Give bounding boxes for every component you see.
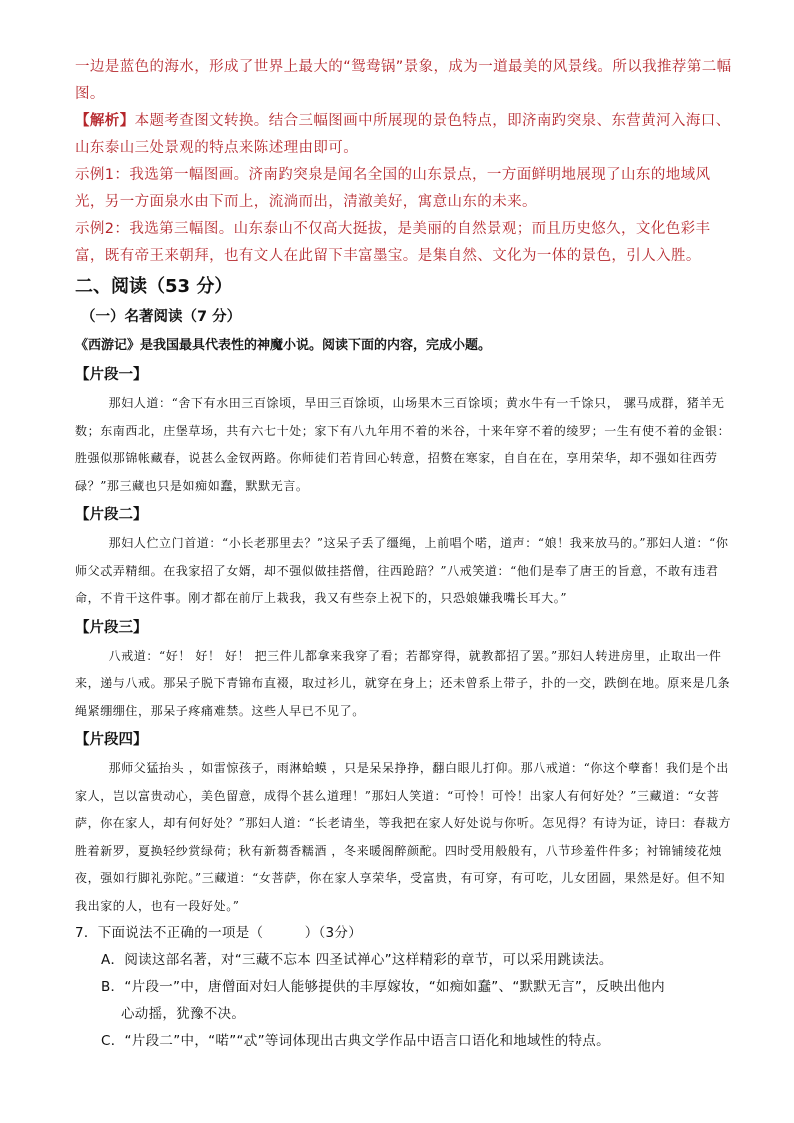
section-title: 二、阅读（53 分） bbox=[75, 276, 233, 297]
fragment-1-label: 【片段一】 bbox=[75, 367, 148, 383]
fragment-4-text: 那师父猛抬头 ，如雷惊孩子，雨淋蛤蟆 ，只是呆呆挣挣，翻白眼儿打仰。那八戒道：“你这个孽畜！我们是个出家人，岂以富贵动心，美色留意，成得个甚么道理！”那妇人笑道：“可怜！可怜！出家人有何好处？”三藏道：“女菩萨，你在家人，却有何好处？”那妇人道：“长老请坐，等我把在家人好处说与你听。怎见得？有诗为证，诗曰：春裁方胜着新罗，夏换轻纱赏绿荷；秋有新蒭香糯酒 ，冬来暖阁醉颜酡。四时受用般般有，八节珍羞件件多；衬锦铺绫花烛夜，强如行脚礼弥陀。”三藏道：“女菩萨，你在家人享荣华，受富贵，有可穿，有可吃，儿女团圆，果然是好。但不知我出家的人，也有一段好处。” bbox=[75, 761, 732, 913]
subsection-title: （一）名著阅读（7 分） bbox=[81, 309, 242, 325]
fragment-2-label: 【片段二】 bbox=[75, 507, 148, 523]
answer-line-1: 一边是蓝色的海水，形成了世界上最大的“鸳鸯锅”景象，成为一道最美的风景线。所以我推荐第二幅图。 bbox=[75, 59, 732, 102]
option-b: B．“片段一”中，唐僧面对妇人能够提供的丰厚嫁妆，“如痴如蠢”、“默默无言”，反映出他内 bbox=[101, 979, 665, 995]
analysis-text: 本题考查图文转换。结合三幅图画中所展现的景色特点，即济南趵突泉、东营黄河入海口、山东泰山三处景观的特点来陈述理由即可。 bbox=[75, 113, 731, 156]
fragment-4-label: 【片段四】 bbox=[75, 732, 148, 748]
fragment-3-label: 【片段三】 bbox=[75, 619, 148, 636]
example-2: 示例2：我选第三幅图。山东泰山不仅高大挺拔，是美丽的自然景观；而且历史悠久，文化色彩丰富，既有帝王来朝拜，也有文人在此留下丰富墨宝。是集自然、文化为一体的景色，引人入胜。 bbox=[75, 221, 711, 264]
question-7-stem: 7．下面说法不正确的一项是（ ）（3分） bbox=[75, 925, 363, 941]
option-a: A．阅读这部名著，对“三藏不忘本 四圣试禅心”这样精彩的章节，可以采用跳读法。 bbox=[101, 952, 613, 968]
option-c: C．“片段二”中，“喏”“忒”等词体现出古典文学作品中语言口语化和地域性的特点。 bbox=[101, 1033, 610, 1049]
analysis-paragraph bbox=[75, 108, 735, 162]
fragment-3-text: 八戒道：“好！ 好！ 好！ 把三件儿都拿来我穿了看；若都穿得，就教都招了罢。”那妇人转进房里，止取出一件来，递与八戒。那呆子脱下青锦布直裰，取过衫儿，就穿在身上；还未曾系上带子，扑的一交，跌倒在地。原来是几条绳紧绷绷住，那呆子疼痛难禁。这些人早已不见了。 bbox=[75, 648, 731, 718]
document-page bbox=[75, 54, 735, 1055]
option-b-continuation: 心动摇，犹豫不决。 bbox=[121, 1006, 246, 1022]
example-1: 示例1：我选第一幅图画。济南趵突泉是闻名全国的山东景点，一方面鲜明地展现了山东的地域风光，另一方面泉水由下而上，流淌而出，清澈美好，寓意山东的未来。 bbox=[75, 167, 711, 210]
fragment-1-text: 那妇人道：“舍下有水田三百馀顷，旱田三百馀顷，山场果木三百馀顷；黄水牛有一千馀只， 骡马成群，猪羊无数；东南西北，庄堡草场，共有六七十处；家下有八九年用不着的米谷，十来年穿不着的绫罗；一生有使不着的金银：胜强似那锦帐藏春，说甚么金钗两路。你师徒们若肯回心转意，招赘在寒家，自自在在，享用荣华，却不强如往西劳碌？”那三藏也只是如痴如蠢，默默无言。 bbox=[75, 396, 731, 493]
fragment-2-text: 那妇人伫立门首道：“小长老那里去？”这呆子丢了缰绳，上前唱个喏，道声：“娘！我来放马的。”那妇人道：“你师父忒弄精细。在我家招了女婿，却不强似做挂搭僧，往西跄踣？”八戒笑道：“他们是奉了唐王的旨意，不敢有违君命，不肯干这件事。刚才都在前厅上栽我，我又有些奈上祝下的，只恐娘嫌我嘴长耳大。” bbox=[75, 536, 729, 605]
reading-intro: 《西游记》是我国最具代表性的神魔小说。阅读下面的内容，完成小题。 bbox=[75, 338, 492, 353]
answer-continuation bbox=[75, 54, 735, 270]
analysis-tag: 【解析】 bbox=[75, 113, 135, 129]
